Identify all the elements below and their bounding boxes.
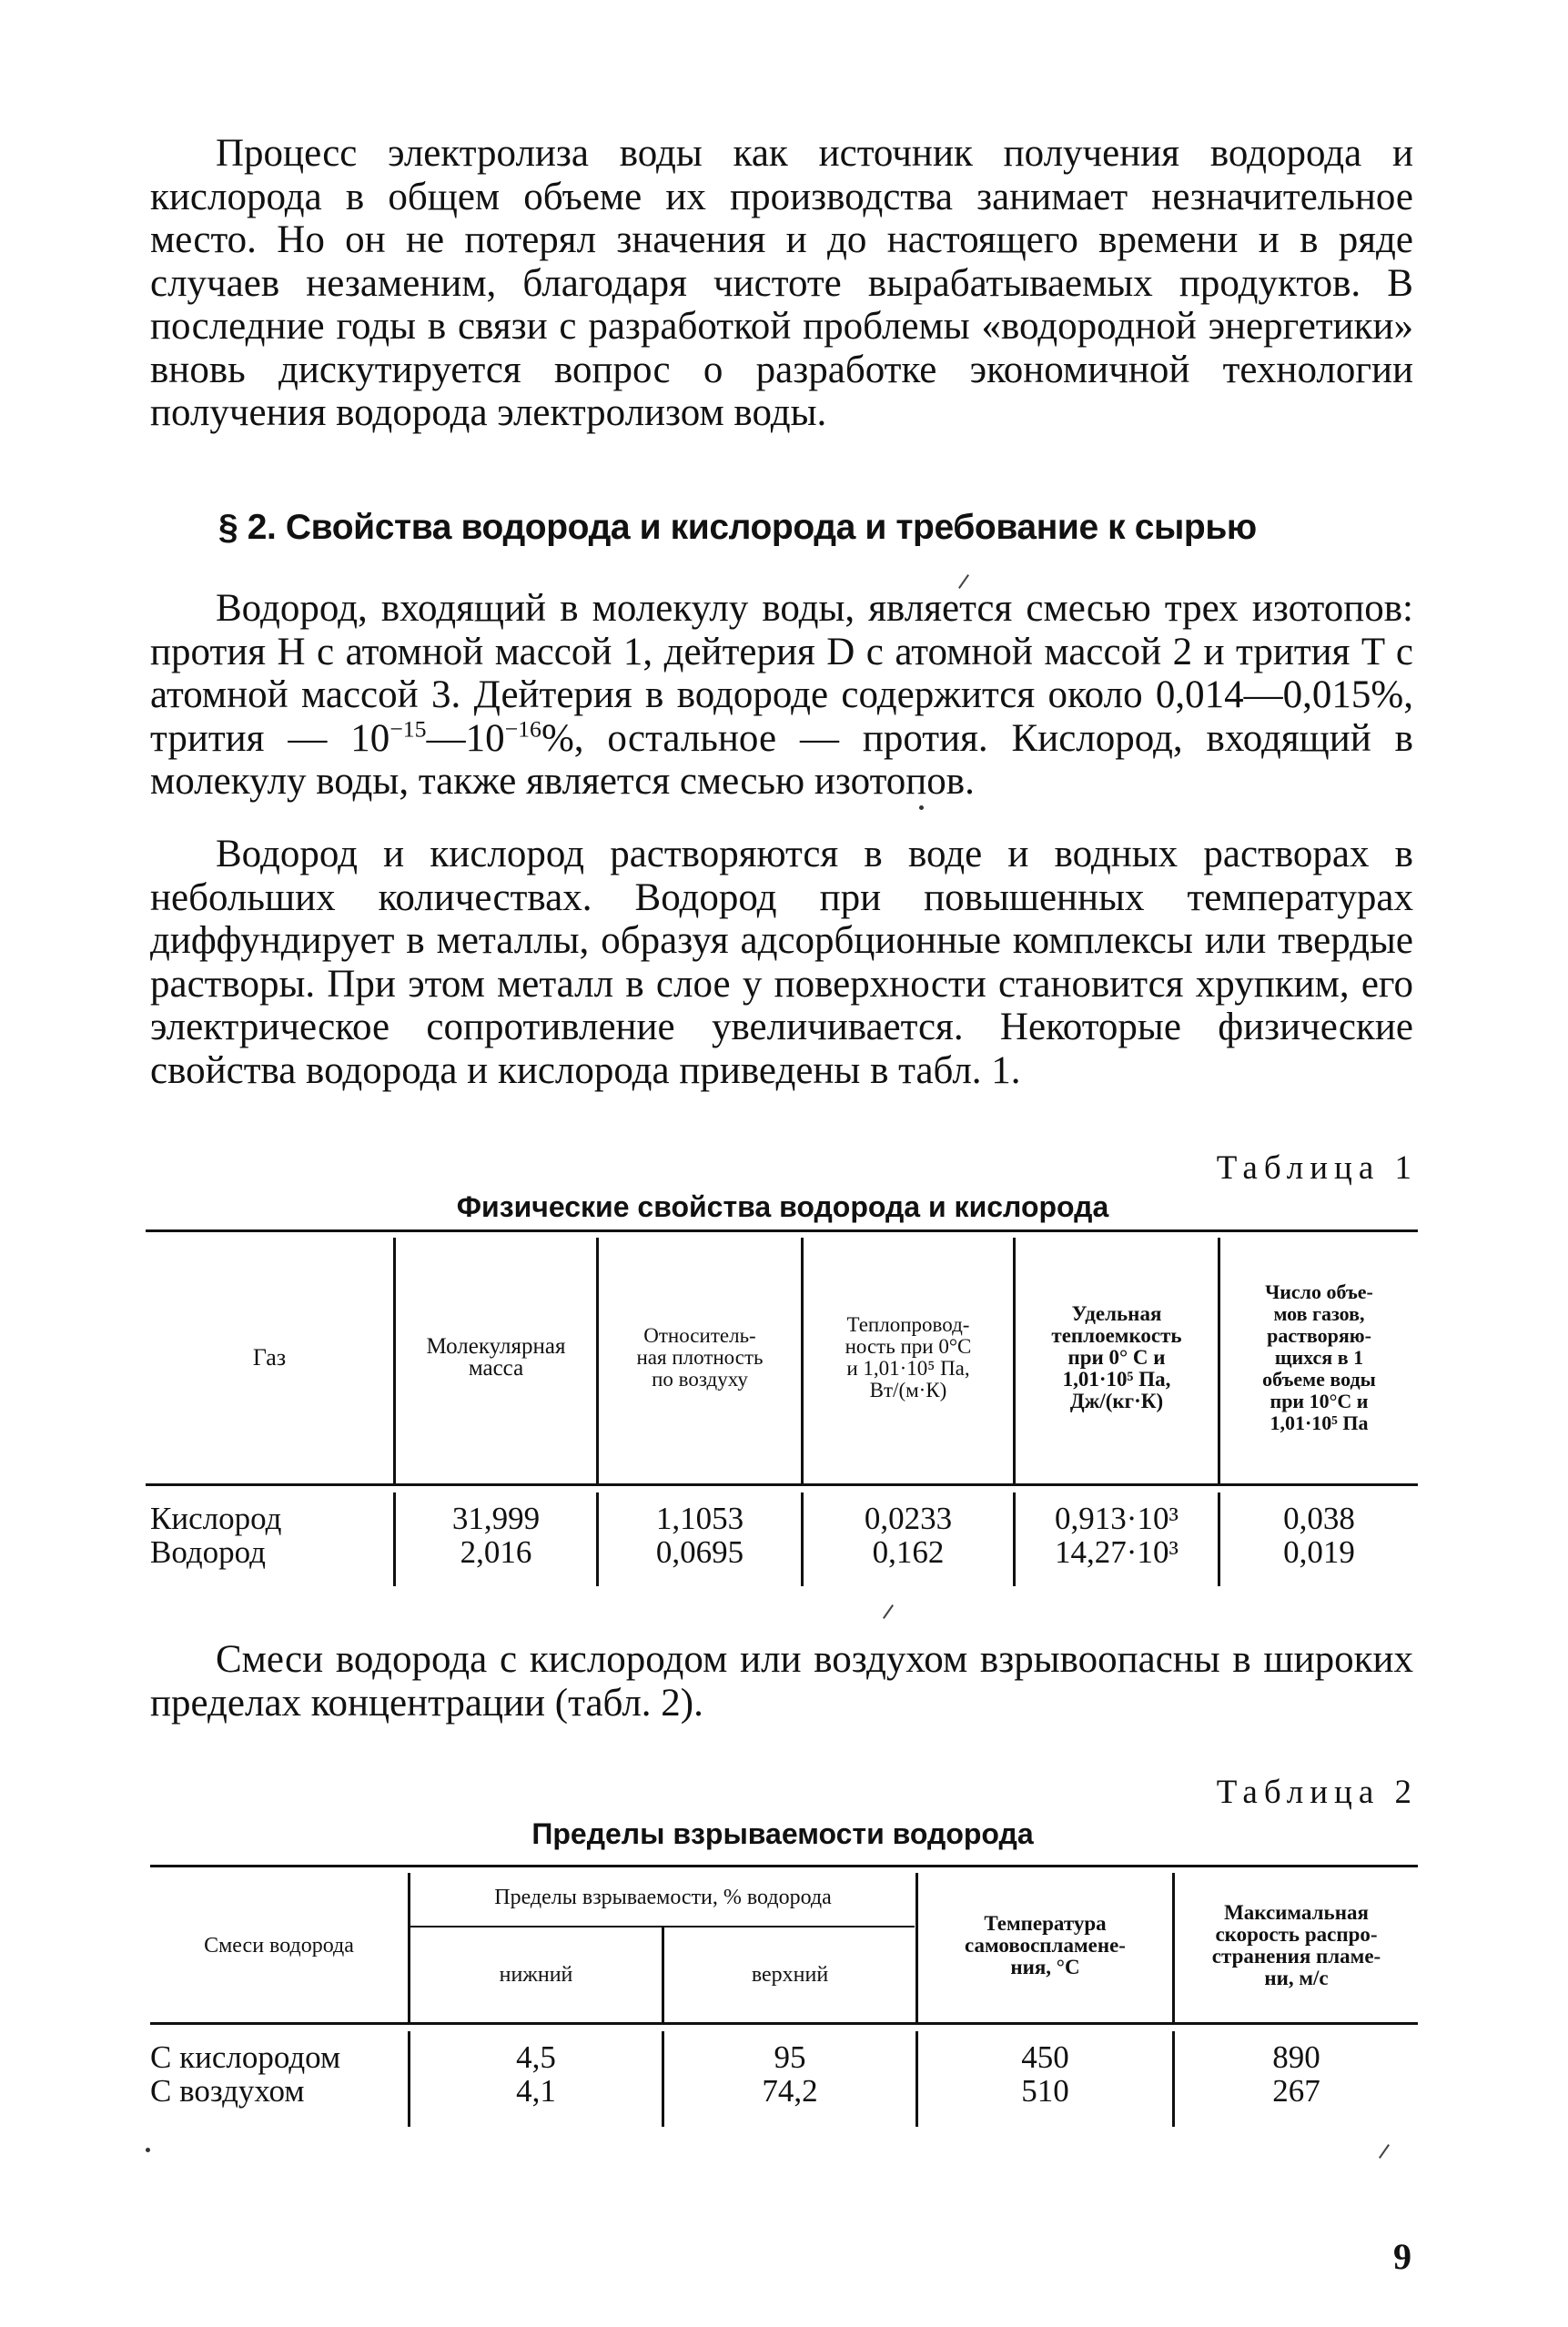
table2-header-rule: [150, 2022, 1418, 2025]
table1-header-solubility: Число объе- мов газов, растворяю- щихся в 1 объеме воды при 10°С и 1,01·10⁵ Па: [1262, 1280, 1376, 1434]
table1-label: Таблица 1: [1216, 1149, 1418, 1187]
table1-header-rel-density: Относитель- ная плотность по воздуху: [636, 1324, 764, 1391]
table-cell: 4,1: [516, 2073, 556, 2109]
table2-header-flame-speed: Максимальная скорость распро- странения пламе- ни, м/с: [1211, 1900, 1381, 1989]
table2-title: Пределы взрываемости водорода: [531, 1817, 1034, 1850]
section-heading: § 2. Свойства водорода и кислорода и требование к сырью: [218, 508, 1257, 547]
scan-mark: [883, 1604, 894, 1619]
table-cell: 14,27·10³: [1055, 1534, 1179, 1570]
table-cell: С воздухом: [150, 2073, 305, 2109]
table2-header-upper: верхний: [751, 1963, 829, 1987]
table-cell: 4,5: [516, 2039, 556, 2075]
table-cell: 267: [1272, 2073, 1320, 2109]
isotopes-exp-2: −16: [504, 715, 541, 743]
table1-title: Физические свойства водорода и кислорода: [456, 1190, 1109, 1223]
table1-col-conductivity: [804, 1502, 1013, 1569]
table-cell: 0,162: [872, 1534, 945, 1570]
table2-header-lower: нижний: [499, 1963, 573, 1987]
table2-col-lower: [410, 2040, 662, 2108]
table-cell: 1,1053: [655, 1501, 744, 1536]
table2-header-ignition-temp: Температура самовоспламене- ния, °С: [965, 1911, 1126, 1978]
table-cell: 0,0233: [864, 1501, 953, 1536]
table1-col-heat-capacity: [1016, 1502, 1218, 1569]
table-cell: 0,913·10³: [1055, 1501, 1179, 1536]
table-cell: 450: [1021, 2039, 1069, 2075]
isotopes-exp-1: −15: [389, 715, 427, 743]
paragraph-isotopes: [150, 587, 1413, 804]
table2-top-rule: [150, 1865, 1418, 1867]
table-cell: 0,019: [1283, 1534, 1355, 1570]
table-cell: 0,0695: [655, 1534, 744, 1570]
isotopes-text-a: Водород, входящий в молекулу воды, является смесью трех изотопов: протия H с атомной массой 1, дейтерия D с атомной массой 2 и трития T с атомной массой 3. Дейтерия в водороде содержится около 0,014—0,015%, трития — 10: [150, 587, 1413, 760]
isotopes-text-c: %, остальное — протия. Кислород, входящий в молекулу воды, также является смесью изотопов.: [150, 716, 1413, 803]
table1-top-rule: [146, 1229, 1418, 1232]
paragraph-explosive-mixtures: Смеси водорода с кислородом или воздухом взрывоопасны в широких пределах концентрации (табл. 2).: [150, 1638, 1413, 1725]
table-cell: 2,016: [460, 1534, 532, 1570]
table-cell: 890: [1272, 2039, 1320, 2075]
table1-header-heat-capacity: Удельная теплоемкость при 0° С и 1,01·10⁵ Па, Дж/(кг·К): [1051, 1302, 1182, 1412]
page-number: 9: [1393, 2236, 1411, 2277]
table-cell: 95: [774, 2039, 806, 2075]
table1-header-rule: [146, 1483, 1418, 1486]
table-cell: Кислород: [150, 1501, 282, 1536]
table1-col-molar-mass: [396, 1502, 596, 1569]
table2-header-limits: Пределы взрываемости, % водорода: [494, 1886, 832, 1909]
paragraph-solubility: Водород и кислород растворяются в воде и водных растворах в небольших количествах. Водород при повышенных температурах диффундирует в металлы, образуя адсорбционные комплексы или твердые растворы. При этом металл в слое у поверхности становится хрупким, его электрическое сопротивление увеличивается. Некоторые физические свойства водорода и кислорода приведены в табл. 1.: [150, 833, 1413, 1092]
paragraph-electrolysis-intro: Процесс электролиза воды как источник получения водорода и кислорода в общем объеме их производства занимает незначительное место. Но он не потерял значения и до настоящего времени и в ряде случаев незаменим, благодаря чистоте вырабатываемых продуктов. В последние годы в связи с разработкой проблемы «водородной энергетики» вновь дискутируется вопрос о разработке экономичной технологии получения водорода электролизом воды.: [150, 132, 1413, 434]
table1-col-gas: [150, 1502, 391, 1569]
scan-speck: [919, 805, 924, 810]
table-cell: Водород: [150, 1534, 266, 1570]
table1-col-solubility: [1220, 1502, 1418, 1569]
table2-label: Таблица 2: [1216, 1774, 1418, 1811]
table1-header-gas: Газ: [252, 1344, 287, 1371]
table1-col-rel-density: [599, 1502, 801, 1569]
table1-header-conductivity: Теплопровод- ность при 0°С и 1,01·10⁵ Па, Вт/(м·К): [845, 1313, 972, 1401]
table2-col-flame-speed: [1175, 2040, 1418, 2108]
table2-col-upper: [664, 2040, 916, 2108]
table-cell: 74,2: [762, 2073, 818, 2109]
table-cell: 31,999: [451, 1501, 541, 1536]
scan-speck: [146, 2148, 150, 2152]
table-cell: С кислородом: [150, 2039, 341, 2075]
table2-header-mixture: Смеси водорода: [204, 1933, 354, 1958]
scan-mark: [1379, 2144, 1390, 2159]
table-cell: 0,038: [1283, 1501, 1355, 1536]
table-cell: 510: [1021, 2073, 1069, 2109]
table2-col-ignition-temp: [918, 2040, 1172, 2108]
table1-header-molar-mass: Молекулярная масса: [426, 1334, 566, 1381]
table2-col-mixture: [150, 2040, 408, 2108]
isotopes-text-b: —10: [426, 716, 505, 760]
